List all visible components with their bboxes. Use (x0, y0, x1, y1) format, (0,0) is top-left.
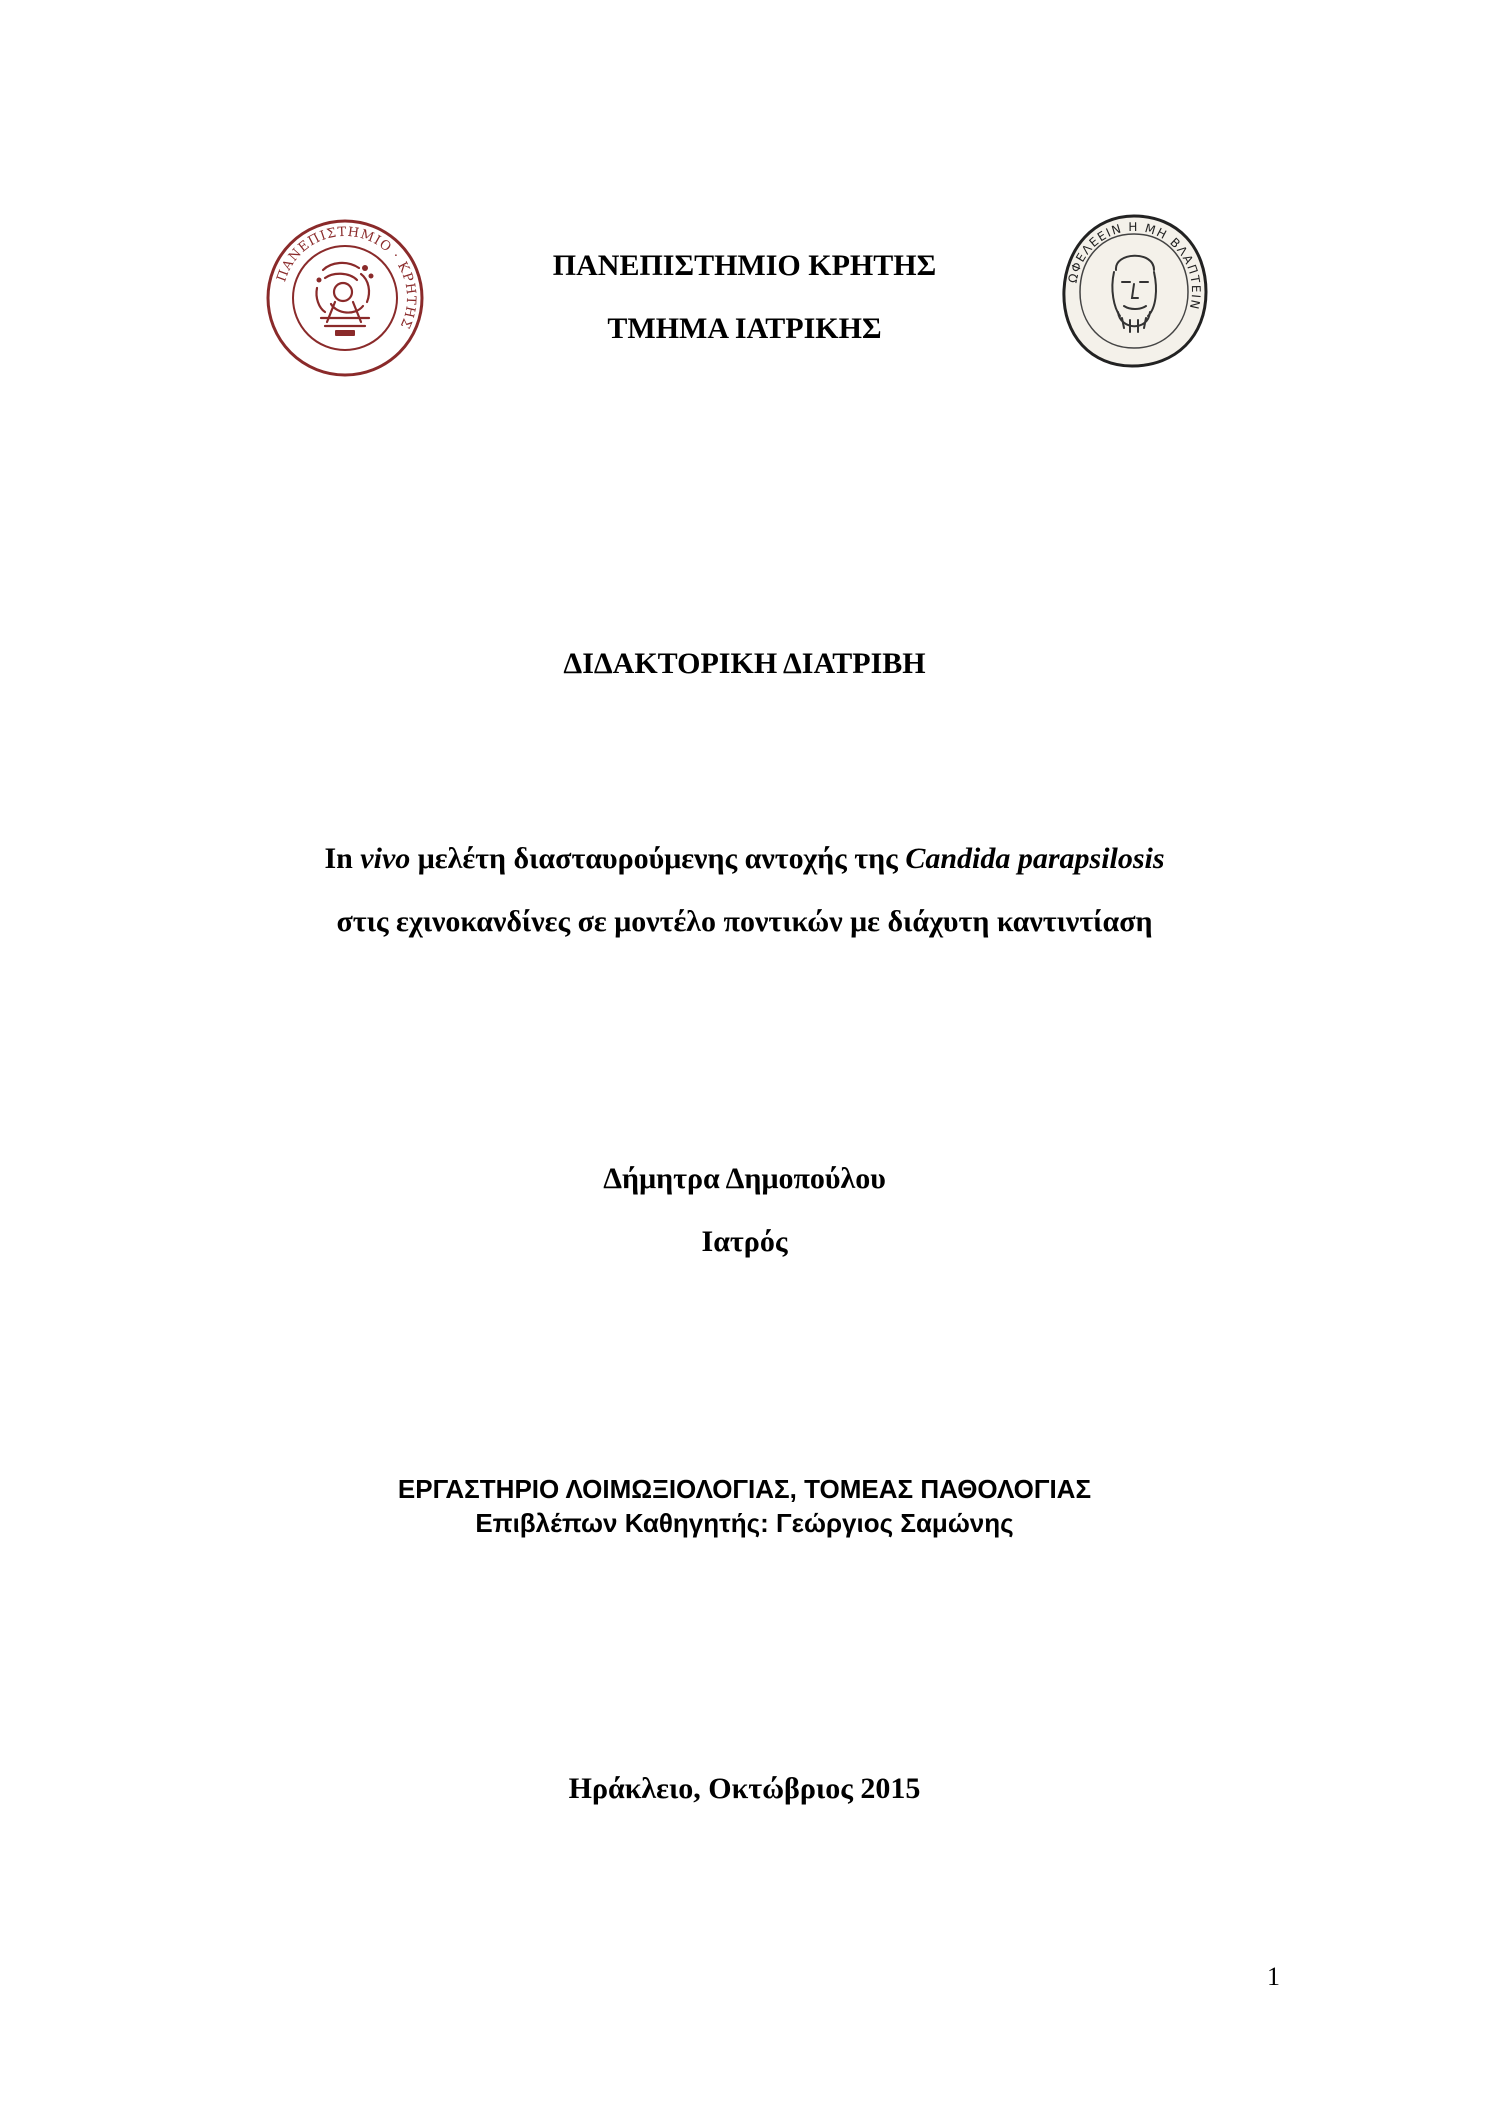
supervisor: Επιβλέπων Καθηγητής: Γεώργιος Σαμώνης (475, 1508, 1014, 1538)
department-name: ΤΜΗΜΑ ΙΑΤΡΙΚΗΣ (607, 312, 882, 345)
title-segment-species: Candida parapsilosis (905, 842, 1165, 875)
laboratory-name: ΕΡΓΑΣΤΗΡΙΟ ΛΟΙΜΩΞΙΟΛΟΓΙΑΣ, ΤΟΜΕΑΣ ΠΑΘΟΛΟΓΙΑΣ (397, 1474, 1092, 1504)
university-name: ΠΑΝΕΠΙΣΤΗΜΙΟ ΚΡΗΤΗΣ (552, 249, 937, 282)
place-and-date: Ηράκλειο, Οκτώβριος 2015 (568, 1772, 921, 1805)
title-segment-middle: μελέτη διασταυρούμενης αντοχής της (410, 842, 906, 875)
university-seal-logo (265, 218, 425, 378)
author-name: Δήμητρα Δημοπούλου (603, 1162, 886, 1195)
author-role: Ιατρός (701, 1225, 788, 1258)
document-type: ΔΙΔΑΚΤΟΡΙΚΗ ΔΙΑΤΡΙΒΗ (563, 647, 926, 680)
page-number: 1 (1267, 1962, 1280, 1991)
title-segment-in: In (324, 842, 361, 875)
svg-text:ΠΑΝΕΠΙΣΤΗΜΙΟ · ΚΡΗΤΗΣ: ΠΑΝΕΠΙΣΤΗΜΙΟ · ΚΡΗΤΗΣ (274, 224, 419, 332)
svg-text:ΩΦΕΛΕΕΙΝ Η ΜΗ ΒΛΑΠΤΕΙΝ: ΩΦΕΛΕΕΙΝ Η ΜΗ ΒΛΑΠΤΕΙΝ (1065, 219, 1204, 312)
thesis-title-line-2: στις εχινοκανδίνες σε μοντέλο ποντικών με διάχυτη καντιντίαση (336, 905, 1153, 938)
thesis-title-line-1 (0, 841, 1489, 877)
title-segment-vivo: vivo (360, 842, 411, 875)
medical-school-seal-logo (1058, 212, 1210, 370)
